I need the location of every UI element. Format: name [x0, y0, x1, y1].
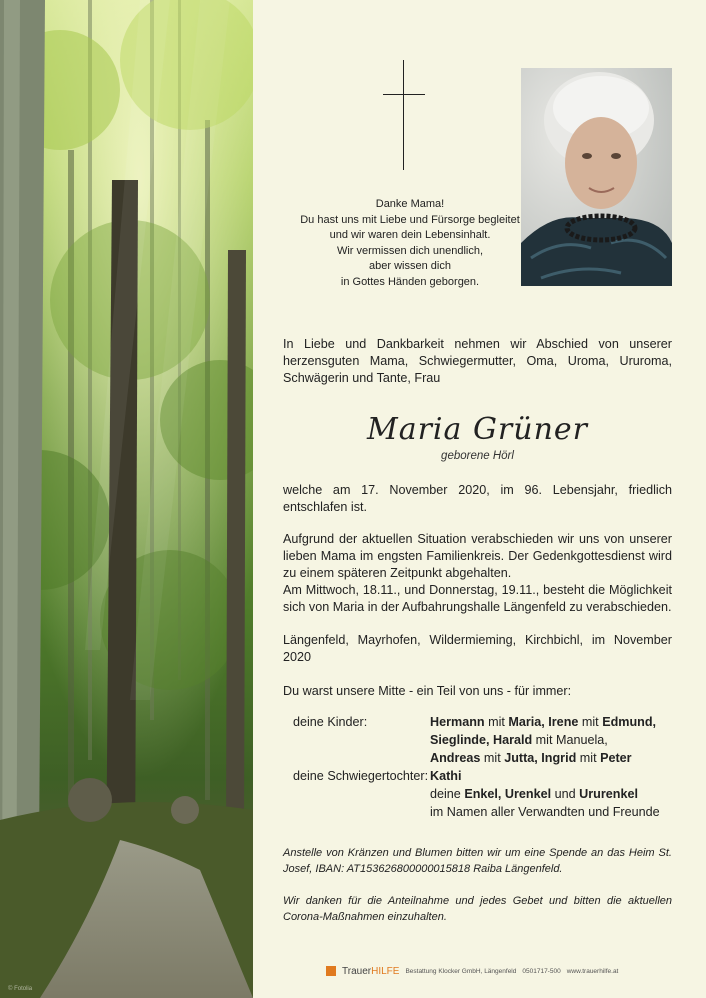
- children-names-line: Sieglinde, Harald mit Manuela,: [430, 733, 608, 747]
- death-notice-text: welche am 17. November 2020, im 96. Lebensjahr, friedlich entschlafen ist.: [283, 483, 672, 514]
- poem-line: und wir waren dein Lebensinhalt.: [329, 229, 491, 242]
- service-sentence: Aufgrund der aktuellen Situation verabschieden wir uns von unserer lieben Mama im engsten Familienkreis. Der Gedenkgottesdienst wird zu einem späteren Zeitpunkt abgehalten.: [283, 532, 672, 580]
- mourner-row: [293, 713, 683, 731]
- photo-credit: © Fotolia: [8, 986, 33, 992]
- mourner-row: [293, 731, 683, 749]
- service-text: [283, 531, 672, 616]
- deceased-name: Maria Grüner: [366, 412, 588, 447]
- mourner-row: [293, 803, 683, 821]
- footer-bar: [326, 965, 618, 977]
- memorial-poem: [270, 197, 550, 291]
- inlaw-label: deine Schwiegertochter:: [293, 769, 429, 783]
- mourner-row: [293, 767, 683, 785]
- poem-line: Du hast uns mit Liebe und Fürsorge begleitet: [300, 213, 520, 226]
- brand-name: TrauerHILFE: [342, 965, 400, 977]
- grandchildren-line: deine Enkel, Urenkel und Ururenkel: [430, 787, 638, 801]
- thanks-note: Wir danken für die Anteilnahme und jedes Gebet und bitten die aktuellen Corona-Maßnahmen einzuhalten.: [283, 895, 672, 923]
- website-link[interactable]: www.trauerhilfe.at: [566, 967, 619, 975]
- trauerhilfe-logo-icon: [326, 966, 336, 976]
- maiden-name: geborene Hörl: [441, 450, 514, 462]
- children-names-line: Andreas mit Jutta, Ingrid mit Peter: [430, 751, 632, 765]
- forest-illustration: [0, 0, 253, 998]
- phone-number: 0501717-500: [522, 967, 561, 975]
- children-names-line: Hermann mit Maria, Irene mit Edmund,: [430, 715, 657, 729]
- mourner-row: [293, 785, 683, 803]
- children-label: deine Kinder:: [293, 715, 368, 729]
- donation-note: Anstelle von Kränzen und Blumen bitten wir um eine Spende an das Heim St. Josef, IBAN: AT153626800000015818 Raiba Längenfeld.: [283, 847, 672, 875]
- mitte-text: Du warst unsere Mitte - ein Teil von uns - für immer:: [283, 684, 572, 698]
- poem-line: in Gottes Händen geborgen.: [340, 275, 480, 288]
- mourner-row: [293, 749, 683, 767]
- cross-icon: [383, 60, 425, 170]
- poem-line: Wir vermissen dich unendlich,: [336, 244, 484, 257]
- company-name: Bestattung Klocker GmbH, Längenfeld: [405, 967, 517, 975]
- mourners-list: [293, 713, 683, 821]
- forest-photo: [0, 0, 253, 998]
- viewing-sentence: Am Mittwoch, 18.11., und Donnerstag, 19.11., besteht die Möglichkeit sich von Maria in der Aufbahrungshalle Längenfeld zu verabschieden.: [283, 583, 672, 614]
- intro-text: In Liebe und Dankbarkeit nehmen wir Abschied von unserer herzensguten Mama, Schwiegermutter, Oma, Uroma, Ururoma, Schwägerin und Tante, Frau: [283, 337, 672, 385]
- inlaw-name: Kathi: [430, 769, 462, 783]
- relatives-line: im Namen aller Verwandten und Freunde: [430, 805, 660, 819]
- places-date-text: Längenfeld, Mayrhofen, Wildermieming, Kirchbichl, im November 2020: [283, 633, 672, 664]
- poem-line: aber wissen dich: [369, 260, 451, 273]
- poem-line: Danke Mama!: [375, 198, 445, 210]
